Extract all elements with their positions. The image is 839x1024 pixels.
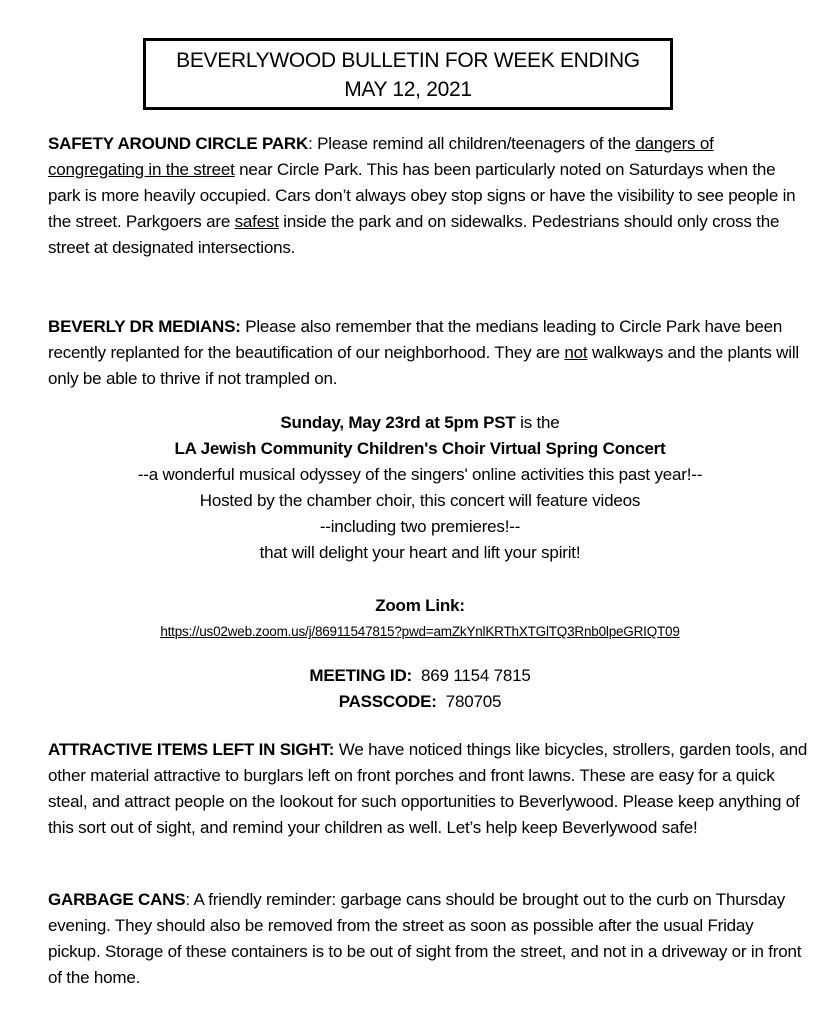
zoom-label: Zoom Link: (375, 596, 465, 615)
concert-line-5: --including two premieres!-- (319, 517, 521, 536)
garbage-heading: GARBAGE CANS (48, 890, 186, 909)
concert-line-4: Hosted by the chamber choir, this concert will feature videos (199, 491, 641, 510)
concert-line-3: --a wonderful musical odyssey of the singers' online activities this past year!-- (137, 465, 703, 484)
concert-date: Sunday, May 23rd at 5pm PST (280, 413, 516, 432)
medians-underline: not (564, 343, 588, 362)
safety-text-3: inside the park and on sidewalks. Pedestrians should only cross the street at designated intersections. (48, 212, 780, 257)
bulletin-title-box (143, 38, 673, 110)
attractive-heading: ATTRACTIVE ITEMS LEFT IN SIGHT: (48, 740, 335, 759)
garbage-text: : A friendly reminder: garbage cans should be brought out to the curb on Thursday evening. They should also be removed from the street as soon as possible after the usual Friday pickup. Storage of these containers is to be out of sight from the street, and not in a driveway or in front of the home. (48, 890, 802, 987)
safety-underline-2: safest (234, 212, 279, 231)
medians-text-2: walkways and the plants will only be able to thrive if not trampled on. (48, 343, 799, 388)
meeting-id-line (30, 663, 810, 689)
safety-text-2: near Circle Park. This has been particularly noted on Saturdays when the park is more heavily occupied. Cars don’t always obey stop signs or have the visibility to see people in the street. Parkgoers are (48, 160, 796, 231)
concert-date-line (30, 410, 810, 436)
concert-title: LA Jewish Community Children's Choir Virtual Spring Concert (174, 439, 666, 458)
zoom-link[interactable]: https://us02web.zoom.us/j/86911547815?pwd=amZkYnlKRThXTGlTQ3Rnb0lpeGRIQT09 (160, 624, 680, 639)
garbage-paragraph (48, 887, 808, 991)
passcode-value: 780705 (436, 692, 502, 711)
passcode-line (30, 689, 810, 715)
safety-paragraph (48, 131, 808, 261)
meeting-details (30, 663, 810, 715)
concert-date-rest: is the (515, 413, 560, 432)
meeting-id-value: 869 1154 7815 (412, 666, 531, 685)
safety-heading: SAFETY AROUND CIRCLE PARK (48, 134, 309, 153)
safety-underline-1: dangers of congregating in the street (48, 134, 714, 179)
concert-line-6: that will delight your heart and lift your spirit! (259, 543, 581, 562)
medians-paragraph (48, 314, 808, 392)
passcode-label: PASSCODE: (338, 692, 437, 711)
safety-colon: : (308, 134, 313, 153)
attractive-text: We have noticed things like bicycles, strollers, garden tools, and other material attractive to burglars left on front porches and front lawns. These are easy for a quick steal, and attract people on the lookout for such opportunities to Beverlywood. Please keep anything of this sort out of sight, and remind your children as well. Let’s help keep Beverlywood safe! (48, 740, 808, 837)
meeting-id-label: MEETING ID: (309, 666, 412, 685)
medians-text-1: Please also remember that the medians leading to Circle Park have been recently replanted for the beautification of our neighborhood. They are (48, 317, 783, 362)
medians-heading: BEVERLY DR MEDIANS: (48, 317, 241, 336)
zoom-block (30, 593, 810, 645)
attractive-items-paragraph (48, 737, 808, 841)
concert-announcement (30, 410, 810, 566)
bulletin-title-line1: BEVERLYWOOD BULLETIN FOR WEEK ENDING (176, 49, 640, 72)
safety-text-1: Please remind all children/teenagers of the (312, 134, 636, 153)
bulletin-title-line2: MAY 12, 2021 (344, 78, 472, 101)
